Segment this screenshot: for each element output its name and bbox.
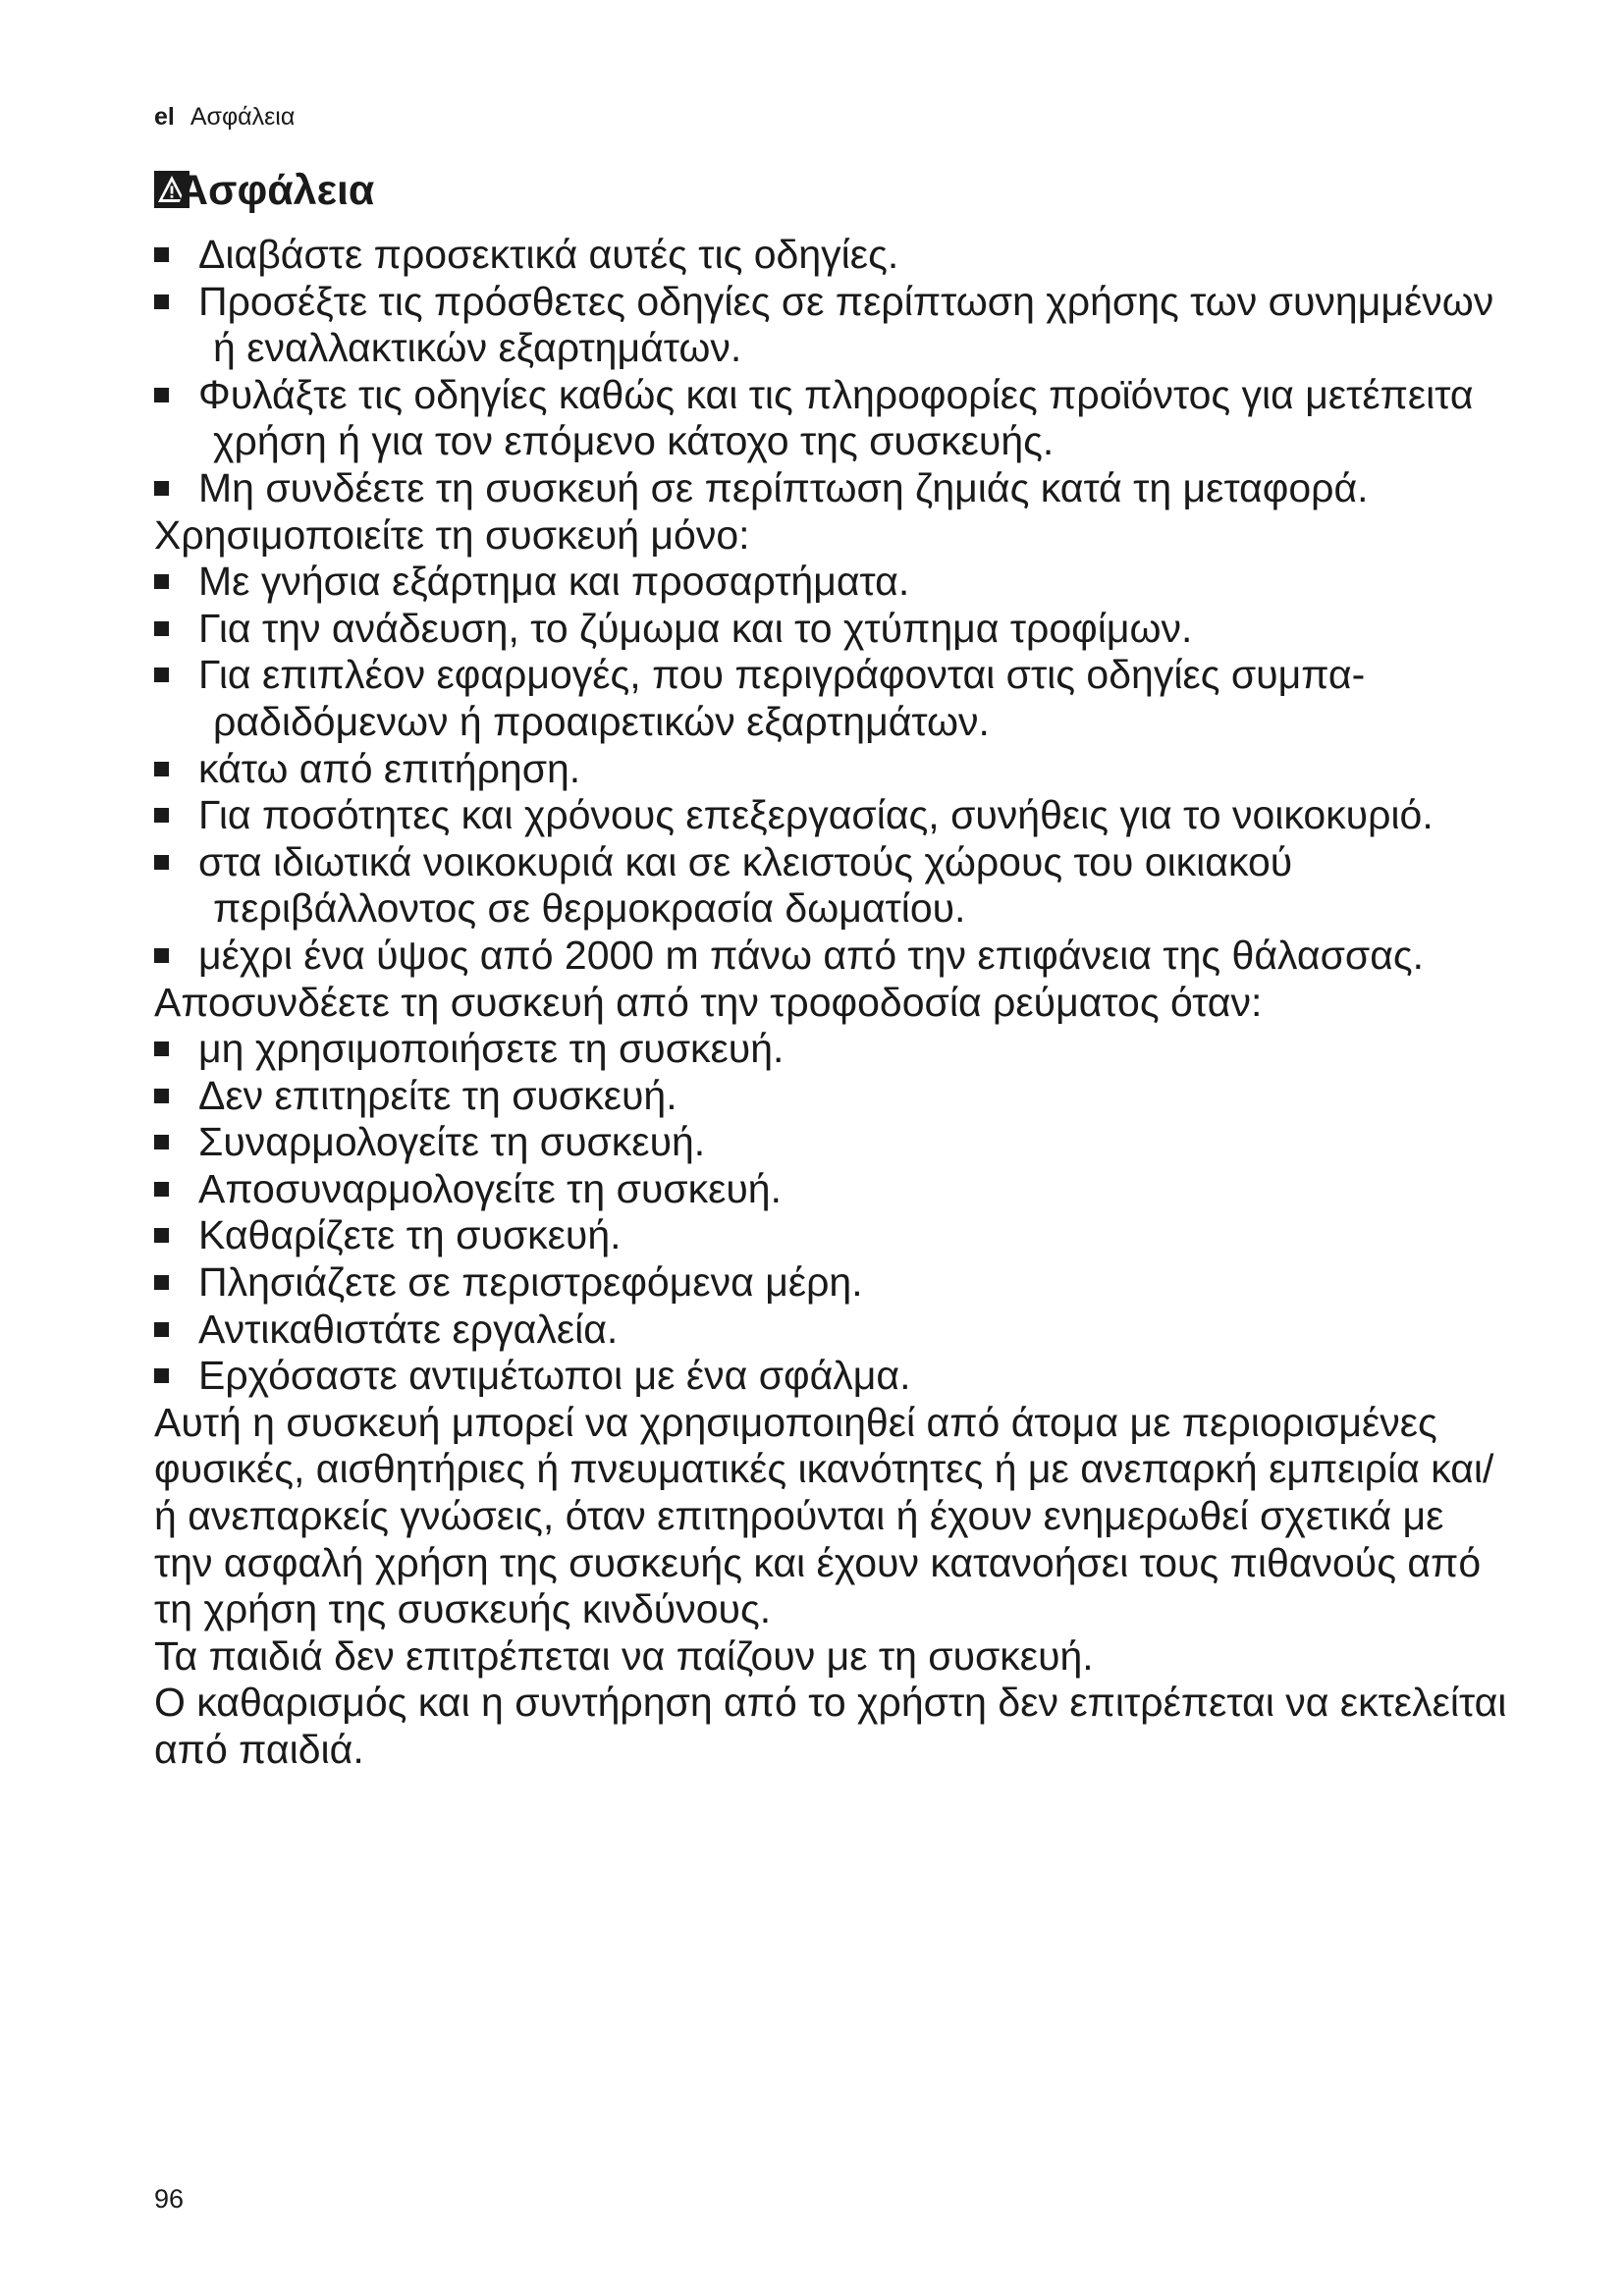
safety-content [154, 232, 1509, 1774]
list-item: Φυλάξτε τις οδηγίες καθώς και τις πληροφορίες προϊόντος για μετέπειτα χρήση ή για τον επόμενο κάτοχο της συσκευής. [154, 372, 1509, 465]
use-intro: Χρησιμοποιείτε τη συσκευή μόνο: [154, 511, 750, 558]
bullet-square [154, 621, 169, 636]
page-number: 96 [154, 2184, 185, 2214]
bullet-square [154, 1135, 169, 1149]
list-item: Καθαρίζετε τη συσκευή. [154, 1212, 1509, 1259]
bullet-square [154, 1322, 169, 1337]
user-capability-paragraph: Αυτή η συσκευή μπορεί να χρησιμοποιηθεί από άτομα με περιορισμένες φυσικές, αισθητήριες ή πνευματικές ικανότητες ή με ανεπαρκή εμπειρία και/ή ανεπαρκείς γνώσεις, όταν επιτηρούνται ή έχουν ενημερωθεί σχετικά με την ασφαλή χρήση της συσκευής και έχουν κατανοήσει τους πιθανούς από τη χρήση της συσκευής κινδύνους. [154, 1399, 1494, 1632]
list-item: Διαβάστε προσεκτικά αυτές τις οδηγίες. [154, 232, 1509, 279]
page-title-text: Ασφάλεια [178, 167, 375, 214]
list-item: Για ποσότητες και χρόνους επεξεργασίας, συνήθεις για το νοικοκυριό. [154, 792, 1509, 839]
header-section-title: Ασφάλεια [189, 103, 296, 131]
bullet-square [154, 1368, 169, 1383]
bullet-square [154, 481, 169, 496]
bullet-square [154, 388, 169, 402]
list-item: Προσέξτε τις πρόσθετες οδηγίες σε περίπτωση χρήσης των συνημμένων ή εναλλακτικών εξαρτημάτων. [154, 279, 1509, 372]
general-instructions-list [154, 232, 1509, 512]
list-item: μέχρι ένα ύψος από 2000 m πάνω από την επιφάνεια της θάλασσας. [154, 933, 1509, 980]
bullet-square [154, 574, 169, 589]
list-item: Δεν επιτηρείτε τη συσκευή. [154, 1073, 1509, 1120]
list-item: Αντικαθιστάτε εργαλεία. [154, 1307, 1509, 1354]
list-item: στα ιδιωτικά νοικοκυριά και σε κλειστούς χώρους του οικιακού περιβάλλοντος σε θερμοκρασία δωματίου. [154, 839, 1509, 933]
bullet-square [154, 294, 169, 309]
disconnect-conditions-list [154, 1026, 1509, 1400]
bullet-square [154, 247, 169, 262]
page-title [154, 165, 374, 216]
list-item: Αποσυναρμολογείτε τη συσκευή. [154, 1166, 1509, 1213]
list-item: Ερχόσαστε αντιμέτωποι με ένα σφάλμα. [154, 1353, 1509, 1400]
running-header [154, 102, 295, 132]
list-item: Μη συνδέετε τη συσκευή σε περίπτωση ζημιάς κατά τη μεταφορά. [154, 465, 1509, 512]
bullet-square [154, 808, 169, 823]
children-play-paragraph: Τα παιδιά δεν επιτρέπεται να παίζουν με τη συσκευή. [154, 1632, 1094, 1679]
language-code: el [154, 103, 175, 131]
bullet-square [154, 1089, 169, 1103]
bullet-square [154, 1275, 169, 1290]
bullet-square [154, 948, 169, 963]
disconnect-intro: Αποσυνδέετε τη συσκευή από την τροφοδοσία ρεύματος όταν: [154, 979, 1263, 1025]
bullet-square [154, 855, 169, 870]
bullet-square [154, 1041, 169, 1056]
children-cleaning-paragraph: Ο καθαρισμός και η συντήρηση από το χρήστη δεν επιτρέπεται να εκτελείται από παιδιά. [154, 1680, 1507, 1772]
list-item: Για την ανάδευση, το ζύμωμα και το χτύπημα τροφίμων. [154, 606, 1509, 653]
intended-use-list [154, 559, 1509, 979]
list-item: μη χρησιμοποιήσετε τη συσκευή. [154, 1026, 1509, 1073]
list-item: Συναρμολογείτε τη συσκευή. [154, 1119, 1509, 1166]
bullet-square [154, 1228, 169, 1243]
list-item: Πλησιάζετε σε περιστρεφόμενα μέρη. [154, 1259, 1509, 1307]
bullet-square [154, 667, 169, 682]
bullet-square [154, 762, 169, 776]
list-item: Για επιπλέον εφαρμογές, που περιγράφονται στις οδηγίες συμπαραδιδόμενων ή προαιρετικών εξαρτημάτων. [154, 652, 1509, 745]
list-item: κάτω από επιτήρηση. [154, 746, 1509, 793]
bullet-square [154, 1182, 169, 1197]
list-item: Με γνήσια εξάρτημα και προσαρτήματα. [154, 559, 1509, 606]
